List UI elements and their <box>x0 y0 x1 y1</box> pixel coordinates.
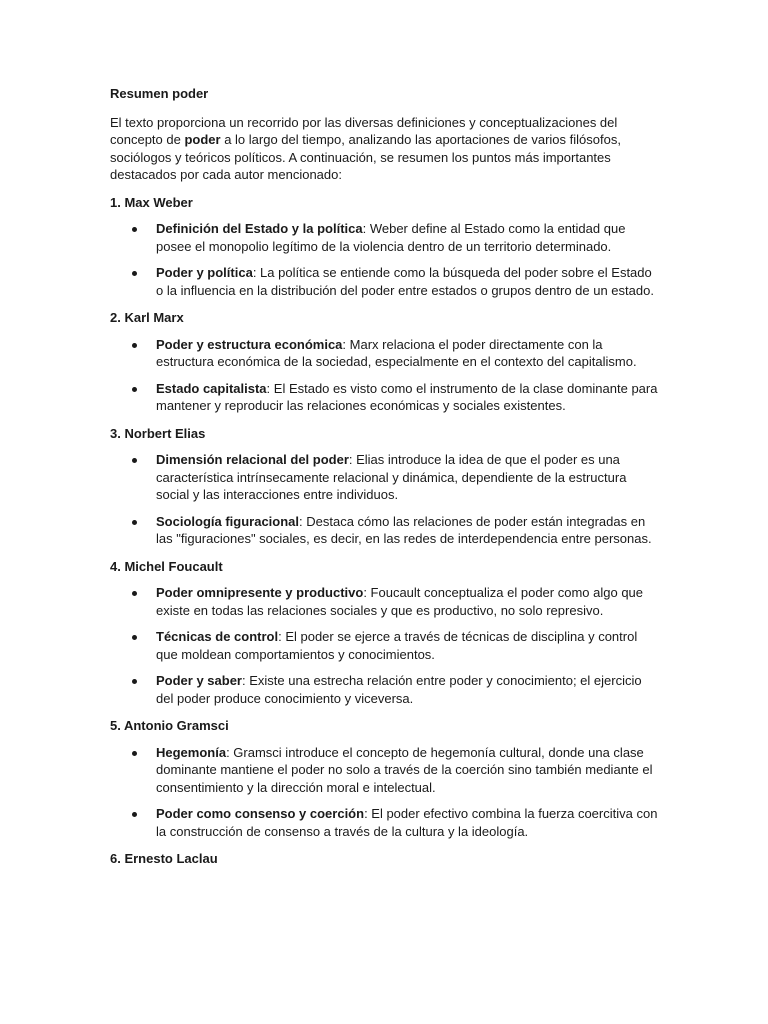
item-term: Poder y estructura económica <box>156 336 343 352</box>
list-item <box>110 380 662 415</box>
item-term: Poder y saber <box>156 673 242 688</box>
bullet-list <box>110 451 662 548</box>
bullet-list <box>110 336 662 415</box>
list-item <box>110 744 662 797</box>
item-text: : Destaca cómo las relaciones de poder están integradas en las "figuraciones" sociales, es decir, en las redes de interdependencia entre personas. <box>156 513 652 546</box>
list-item <box>110 628 662 663</box>
bullet-icon <box>132 591 137 596</box>
item-text: : Gramsci introduce el concepto de hegemonía cultural, donde una clase dominante mantiene el poder no solo a través de la coerción sino también mediante el consentimiento y la dirección moral e intelectual. <box>156 744 653 795</box>
item-text: : Foucault conceptualiza el poder como algo que existe en todas las relaciones sociales y que es productivo, no solo represivo. <box>156 585 644 618</box>
document-title: Resumen poder <box>110 86 209 101</box>
list-item <box>110 336 662 371</box>
intro-paragraph <box>110 114 662 184</box>
bullet-list <box>110 220 662 299</box>
item-text: : El poder efectivo combina la fuerza coercitiva con la construcción de consenso a través de la cultura y la ideología. <box>156 806 658 839</box>
bullet-icon <box>132 520 137 525</box>
item-term: Hegemonía <box>156 744 227 760</box>
item-term: Definición del Estado y la política <box>156 221 363 236</box>
intro-text-after: a lo largo del tiempo, analizando las aportaciones de varios filósofos, sociólogos y teóricos políticos. A continuación, se resumen los puntos más importantes destacados por cada autor mencionado: <box>110 132 621 182</box>
item-text: : La política se entiende como la búsqueda del poder sobre el Estado o la influencia en la distribución del poder entre estados o grupos dentro de un estado. <box>156 265 654 298</box>
item-term: Sociología figuracional <box>156 513 300 529</box>
item-text: : Elias introduce la idea de que el poder es una característica intrínsecamente relacional y dinámica, dependiente de la estructura social y las interacciones entre individuos. <box>156 452 627 502</box>
bullet-icon <box>132 271 137 276</box>
list-item <box>110 672 662 707</box>
bullet-icon <box>132 387 137 392</box>
list-item <box>110 805 662 840</box>
item-text: : El Estado es visto como el instrumento de la clase dominante para mantener y reproducir las relaciones económicas y sociales existentes. <box>156 380 658 413</box>
section-heading: 1. Max Weber <box>110 194 193 210</box>
section-heading: 5. Antonio Gramsci <box>110 718 229 733</box>
item-text: : El poder se ejerce a través de técnicas de disciplina y control que moldean comportamientos y conocimientos. <box>156 629 638 662</box>
list-item <box>110 584 662 619</box>
bullet-list <box>110 744 662 841</box>
bullet-icon <box>132 679 137 684</box>
bullet-icon <box>132 458 137 463</box>
section-heading: 3. Norbert Elias <box>110 425 206 441</box>
list-item <box>110 220 662 255</box>
list-item <box>110 264 662 299</box>
item-text: : Existe una estrecha relación entre poder y conocimiento; el ejercicio del poder produce conocimiento y viceversa. <box>156 673 642 706</box>
bullet-list <box>110 584 662 707</box>
item-term: Dimensión relacional del poder <box>156 452 349 467</box>
bullet-icon <box>132 635 137 640</box>
item-term: Poder como consenso y coerción <box>156 806 365 821</box>
item-term: Poder omnipresente y productivo <box>156 585 364 600</box>
section-heading: 2. Karl Marx <box>110 310 184 325</box>
bullet-icon <box>132 812 137 817</box>
list-item <box>110 513 662 548</box>
item-term: Estado capitalista <box>156 380 267 396</box>
item-text: : Marx relaciona el poder directamente con la estructura económica de la sociedad, especialmente en el contexto del capitalismo. <box>156 336 637 369</box>
list-item <box>110 451 662 504</box>
intro-text-before: El texto proporciona un recorrido por las diversas definiciones y conceptualizaciones del concepto de <box>110 114 618 147</box>
document-page <box>110 85 662 877</box>
bullet-icon <box>132 751 137 756</box>
item-term: Poder y política <box>156 265 253 280</box>
bullet-icon <box>132 227 137 232</box>
sections-container <box>110 194 662 868</box>
section-heading: 4. Michel Foucault <box>110 558 223 574</box>
intro-bold-term: poder <box>184 132 221 147</box>
item-term: Técnicas de control <box>156 629 279 644</box>
item-text: : Weber define al Estado como la entidad que posee el monopolio legítimo de la violencia dentro de un territorio determinado. <box>156 221 626 254</box>
bullet-icon <box>132 343 137 348</box>
section-heading: 6. Ernesto Laclau <box>110 851 218 866</box>
